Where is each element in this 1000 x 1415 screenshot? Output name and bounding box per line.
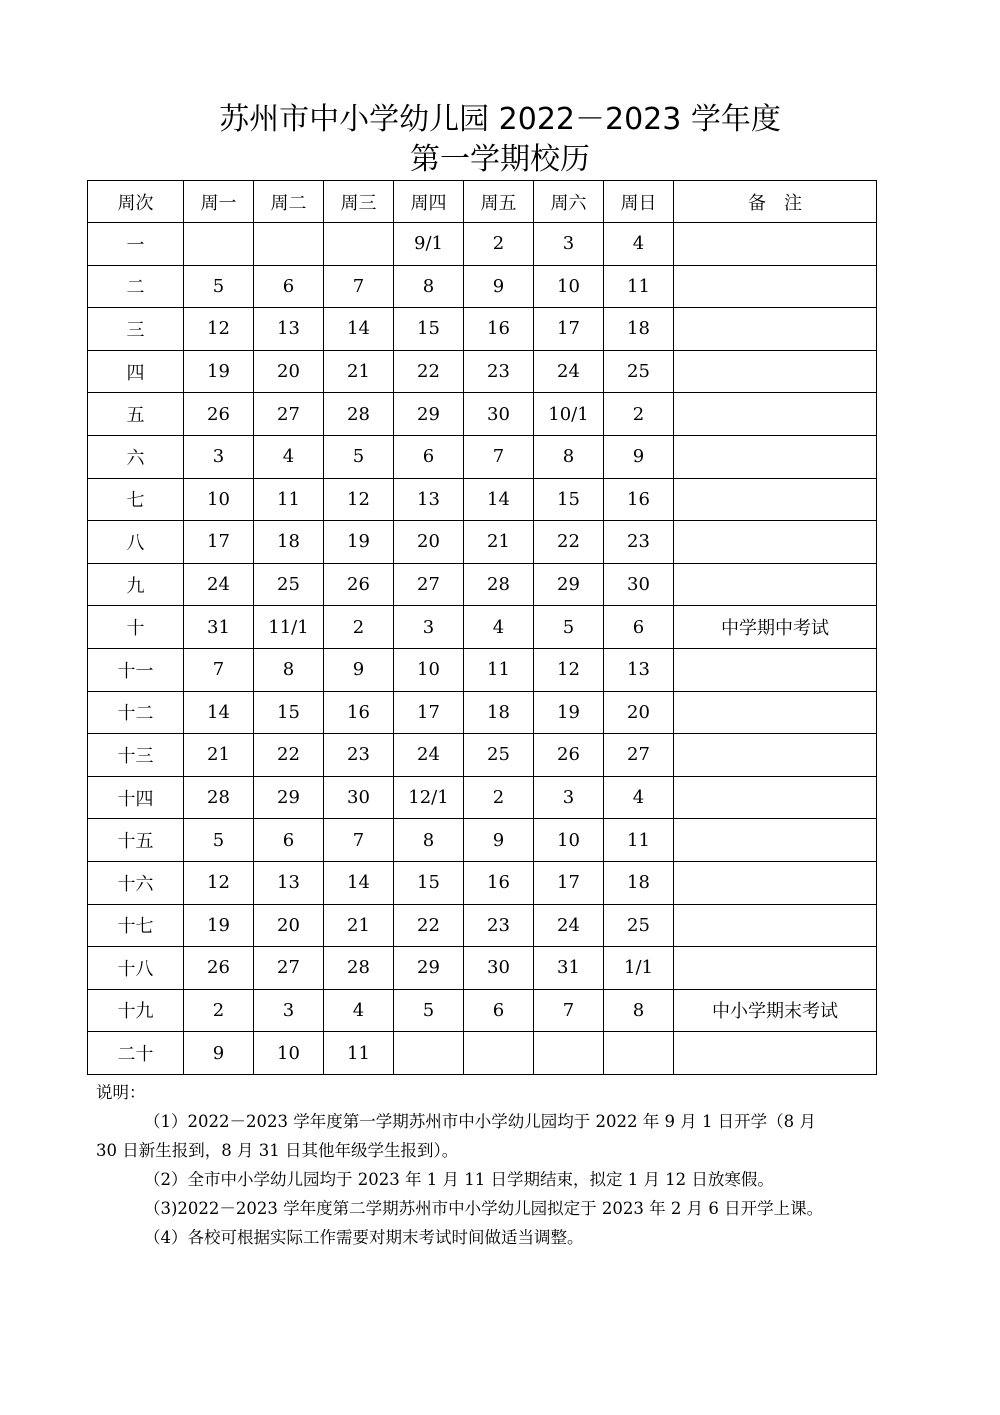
date-cell: 25 <box>464 734 534 777</box>
date-cell: 7 <box>534 989 604 1032</box>
date-cell: 12 <box>324 478 394 521</box>
column-header: 周四 <box>394 181 464 223</box>
date-cell: 7 <box>324 265 394 308</box>
date-cell: 20 <box>394 521 464 564</box>
date-cell: 21 <box>464 521 534 564</box>
remark-cell <box>674 1032 877 1075</box>
date-cell: 10 <box>394 648 464 691</box>
date-cell: 5 <box>324 435 394 478</box>
table-body <box>88 223 877 1075</box>
date-cell: 9 <box>464 819 534 862</box>
date-cell: 26 <box>184 947 254 990</box>
week-number-cell: 二 <box>88 265 184 308</box>
week-number-cell: 八 <box>88 521 184 564</box>
date-cell: 19 <box>184 350 254 393</box>
date-cell: 16 <box>604 478 674 521</box>
date-cell: 29 <box>394 393 464 436</box>
date-cell: 28 <box>184 776 254 819</box>
date-cell: 9 <box>464 265 534 308</box>
date-cell: 25 <box>604 904 674 947</box>
remark-cell <box>674 223 877 266</box>
date-cell: 9/1 <box>394 223 464 266</box>
date-cell: 9 <box>604 435 674 478</box>
remark-cell <box>674 734 877 777</box>
date-cell: 5 <box>184 819 254 862</box>
date-cell: 14 <box>324 861 394 904</box>
date-cell: 27 <box>604 734 674 777</box>
date-cell: 6 <box>464 989 534 1032</box>
date-cell: 31 <box>534 947 604 990</box>
week-number-cell: 十 <box>88 606 184 649</box>
date-cell: 23 <box>324 734 394 777</box>
date-cell: 9 <box>324 648 394 691</box>
date-cell: 22 <box>254 734 324 777</box>
date-cell: 23 <box>464 350 534 393</box>
date-cell: 17 <box>534 308 604 351</box>
date-cell: 22 <box>534 521 604 564</box>
date-cell: 12 <box>184 308 254 351</box>
date-cell <box>324 223 394 266</box>
date-cell: 28 <box>324 393 394 436</box>
note-item: 30 日新生报到，8 月 31 日其他年级学生报到）。 <box>96 1141 459 1160</box>
week-number-cell: 二十 <box>88 1032 184 1075</box>
date-cell: 2 <box>604 393 674 436</box>
date-cell: 28 <box>464 563 534 606</box>
date-cell: 17 <box>394 691 464 734</box>
table-row <box>88 435 877 478</box>
date-cell: 19 <box>324 521 394 564</box>
week-number-cell: 十八 <box>88 947 184 990</box>
remark-cell <box>674 393 877 436</box>
date-cell: 19 <box>534 691 604 734</box>
date-cell <box>254 223 324 266</box>
date-cell: 7 <box>184 648 254 691</box>
date-cell: 10/1 <box>534 393 604 436</box>
date-cell: 5 <box>534 606 604 649</box>
date-cell: 11 <box>464 648 534 691</box>
week-number-cell: 六 <box>88 435 184 478</box>
date-cell: 8 <box>394 819 464 862</box>
date-cell: 22 <box>394 904 464 947</box>
date-cell: 3 <box>184 435 254 478</box>
column-header: 周日 <box>604 181 674 223</box>
table-row <box>88 819 877 862</box>
note-item: （2）全市中小学幼儿园均于 2023 年 1 月 11 日学期结束，拟定 1 月 12 日放寒假。 <box>144 1170 774 1189</box>
date-cell: 10 <box>184 478 254 521</box>
date-cell: 11 <box>604 819 674 862</box>
column-header: 周一 <box>184 181 254 223</box>
date-cell <box>534 1032 604 1075</box>
notes-section <box>96 1078 916 1252</box>
remark-cell <box>674 435 877 478</box>
date-cell: 29 <box>394 947 464 990</box>
remark-cell <box>674 776 877 819</box>
date-cell: 14 <box>184 691 254 734</box>
date-cell: 29 <box>534 563 604 606</box>
date-cell: 6 <box>604 606 674 649</box>
date-cell: 21 <box>324 904 394 947</box>
week-number-cell: 四 <box>88 350 184 393</box>
date-cell: 13 <box>394 478 464 521</box>
table-row <box>88 861 877 904</box>
table-row <box>88 521 877 564</box>
remark-cell <box>674 563 877 606</box>
table-row <box>88 478 877 521</box>
date-cell: 20 <box>604 691 674 734</box>
remark-cell <box>674 904 877 947</box>
column-header: 备 注 <box>674 181 877 223</box>
remark-cell <box>674 350 877 393</box>
note-item: （3)2022－2023 学年度第二学期苏州市中小学幼儿园拟定于 2023 年 2 月 6 日开学上课。 <box>144 1199 824 1218</box>
date-cell: 8 <box>254 648 324 691</box>
date-cell: 13 <box>254 861 324 904</box>
remark-cell <box>674 947 877 990</box>
date-cell: 22 <box>394 350 464 393</box>
date-cell: 30 <box>604 563 674 606</box>
date-cell: 15 <box>394 861 464 904</box>
table-row <box>88 308 877 351</box>
week-number-cell: 一 <box>88 223 184 266</box>
date-cell: 12/1 <box>394 776 464 819</box>
date-cell: 3 <box>534 776 604 819</box>
week-number-cell: 十一 <box>88 648 184 691</box>
date-cell: 30 <box>464 393 534 436</box>
date-cell: 13 <box>604 648 674 691</box>
date-cell: 24 <box>394 734 464 777</box>
week-number-cell: 十七 <box>88 904 184 947</box>
table-row <box>88 265 877 308</box>
week-number-cell: 九 <box>88 563 184 606</box>
date-cell: 13 <box>254 308 324 351</box>
week-number-cell: 十四 <box>88 776 184 819</box>
date-cell: 23 <box>604 521 674 564</box>
date-cell: 16 <box>464 861 534 904</box>
remark-cell <box>674 861 877 904</box>
date-cell: 4 <box>254 435 324 478</box>
date-cell: 24 <box>534 904 604 947</box>
date-cell: 11 <box>324 1032 394 1075</box>
date-cell: 6 <box>254 819 324 862</box>
date-cell: 10 <box>254 1032 324 1075</box>
date-cell: 29 <box>254 776 324 819</box>
date-cell: 5 <box>184 265 254 308</box>
date-cell: 15 <box>534 478 604 521</box>
date-cell: 18 <box>254 521 324 564</box>
remark-cell <box>674 521 877 564</box>
date-cell: 12 <box>534 648 604 691</box>
remark-cell: 中学期中考试 <box>674 606 877 649</box>
table-row <box>88 563 877 606</box>
table-header-row <box>88 181 877 223</box>
date-cell <box>184 223 254 266</box>
date-cell: 27 <box>254 947 324 990</box>
table-row <box>88 904 877 947</box>
date-cell: 11 <box>604 265 674 308</box>
table-row <box>88 776 877 819</box>
date-cell: 8 <box>604 989 674 1032</box>
school-calendar-table <box>87 180 877 1075</box>
notes-heading: 说明： <box>96 1083 146 1102</box>
date-cell: 2 <box>464 223 534 266</box>
date-cell: 26 <box>324 563 394 606</box>
remark-cell <box>674 691 877 734</box>
date-cell: 30 <box>324 776 394 819</box>
date-cell: 25 <box>604 350 674 393</box>
date-cell: 1/1 <box>604 947 674 990</box>
date-cell <box>604 1032 674 1075</box>
date-cell: 18 <box>604 308 674 351</box>
date-cell: 2 <box>324 606 394 649</box>
date-cell: 2 <box>184 989 254 1032</box>
date-cell: 7 <box>324 819 394 862</box>
date-cell: 18 <box>604 861 674 904</box>
table-row <box>88 691 877 734</box>
date-cell: 14 <box>324 308 394 351</box>
date-cell: 30 <box>464 947 534 990</box>
date-cell: 28 <box>324 947 394 990</box>
date-cell: 15 <box>254 691 324 734</box>
date-cell: 17 <box>184 521 254 564</box>
date-cell: 27 <box>394 563 464 606</box>
date-cell: 16 <box>464 308 534 351</box>
date-cell: 6 <box>254 265 324 308</box>
date-cell: 7 <box>464 435 534 478</box>
date-cell: 17 <box>534 861 604 904</box>
week-number-cell: 五 <box>88 393 184 436</box>
date-cell: 26 <box>534 734 604 777</box>
column-header: 周五 <box>464 181 534 223</box>
note-item: （4）各校可根据实际工作需要对期末考试时间做适当调整。 <box>144 1228 584 1247</box>
remark-cell <box>674 648 877 691</box>
week-number-cell: 十三 <box>88 734 184 777</box>
table-row <box>88 1032 877 1075</box>
week-number-cell: 十五 <box>88 819 184 862</box>
date-cell: 11/1 <box>254 606 324 649</box>
date-cell: 3 <box>254 989 324 1032</box>
date-cell: 10 <box>534 819 604 862</box>
table-row <box>88 223 877 266</box>
date-cell: 21 <box>324 350 394 393</box>
column-header: 周三 <box>324 181 394 223</box>
table-row <box>88 989 877 1032</box>
column-header: 周次 <box>88 181 184 223</box>
date-cell: 26 <box>184 393 254 436</box>
date-cell: 3 <box>394 606 464 649</box>
date-cell: 18 <box>464 691 534 734</box>
remark-cell: 中小学期末考试 <box>674 989 877 1032</box>
date-cell: 4 <box>604 223 674 266</box>
table-row <box>88 734 877 777</box>
table-row <box>88 350 877 393</box>
remark-cell <box>674 265 877 308</box>
date-cell: 4 <box>324 989 394 1032</box>
column-header: 周二 <box>254 181 324 223</box>
table-row <box>88 606 877 649</box>
column-header: 周六 <box>534 181 604 223</box>
date-cell: 9 <box>184 1032 254 1075</box>
remark-cell <box>674 308 877 351</box>
date-cell: 20 <box>254 904 324 947</box>
date-cell: 4 <box>464 606 534 649</box>
page-subtitle: 第一学期校历 <box>410 142 590 177</box>
date-cell: 4 <box>604 776 674 819</box>
date-cell: 16 <box>324 691 394 734</box>
date-cell <box>464 1032 534 1075</box>
date-cell: 5 <box>394 989 464 1032</box>
table-row <box>88 648 877 691</box>
table-row <box>88 393 877 436</box>
date-cell: 23 <box>464 904 534 947</box>
note-item: （1）2022－2023 学年度第一学期苏州市中小学幼儿园均于 2022 年 9 月 1 日开学（8 月 <box>144 1112 816 1131</box>
date-cell: 10 <box>534 265 604 308</box>
date-cell: 19 <box>184 904 254 947</box>
remark-cell <box>674 819 877 862</box>
date-cell: 12 <box>184 861 254 904</box>
week-number-cell: 十九 <box>88 989 184 1032</box>
date-cell: 6 <box>394 435 464 478</box>
page-title: 苏州市中小学幼儿园 2022－2023 学年度 <box>219 102 781 137</box>
date-cell: 25 <box>254 563 324 606</box>
week-number-cell: 七 <box>88 478 184 521</box>
week-number-cell: 十二 <box>88 691 184 734</box>
date-cell: 20 <box>254 350 324 393</box>
date-cell: 24 <box>534 350 604 393</box>
date-cell: 27 <box>254 393 324 436</box>
date-cell: 8 <box>534 435 604 478</box>
date-cell: 31 <box>184 606 254 649</box>
table-row <box>88 947 877 990</box>
week-number-cell: 十六 <box>88 861 184 904</box>
week-number-cell: 三 <box>88 308 184 351</box>
date-cell: 21 <box>184 734 254 777</box>
date-cell: 8 <box>394 265 464 308</box>
date-cell: 11 <box>254 478 324 521</box>
date-cell: 24 <box>184 563 254 606</box>
remark-cell <box>674 478 877 521</box>
date-cell: 15 <box>394 308 464 351</box>
date-cell <box>394 1032 464 1075</box>
date-cell: 3 <box>534 223 604 266</box>
date-cell: 14 <box>464 478 534 521</box>
date-cell: 2 <box>464 776 534 819</box>
